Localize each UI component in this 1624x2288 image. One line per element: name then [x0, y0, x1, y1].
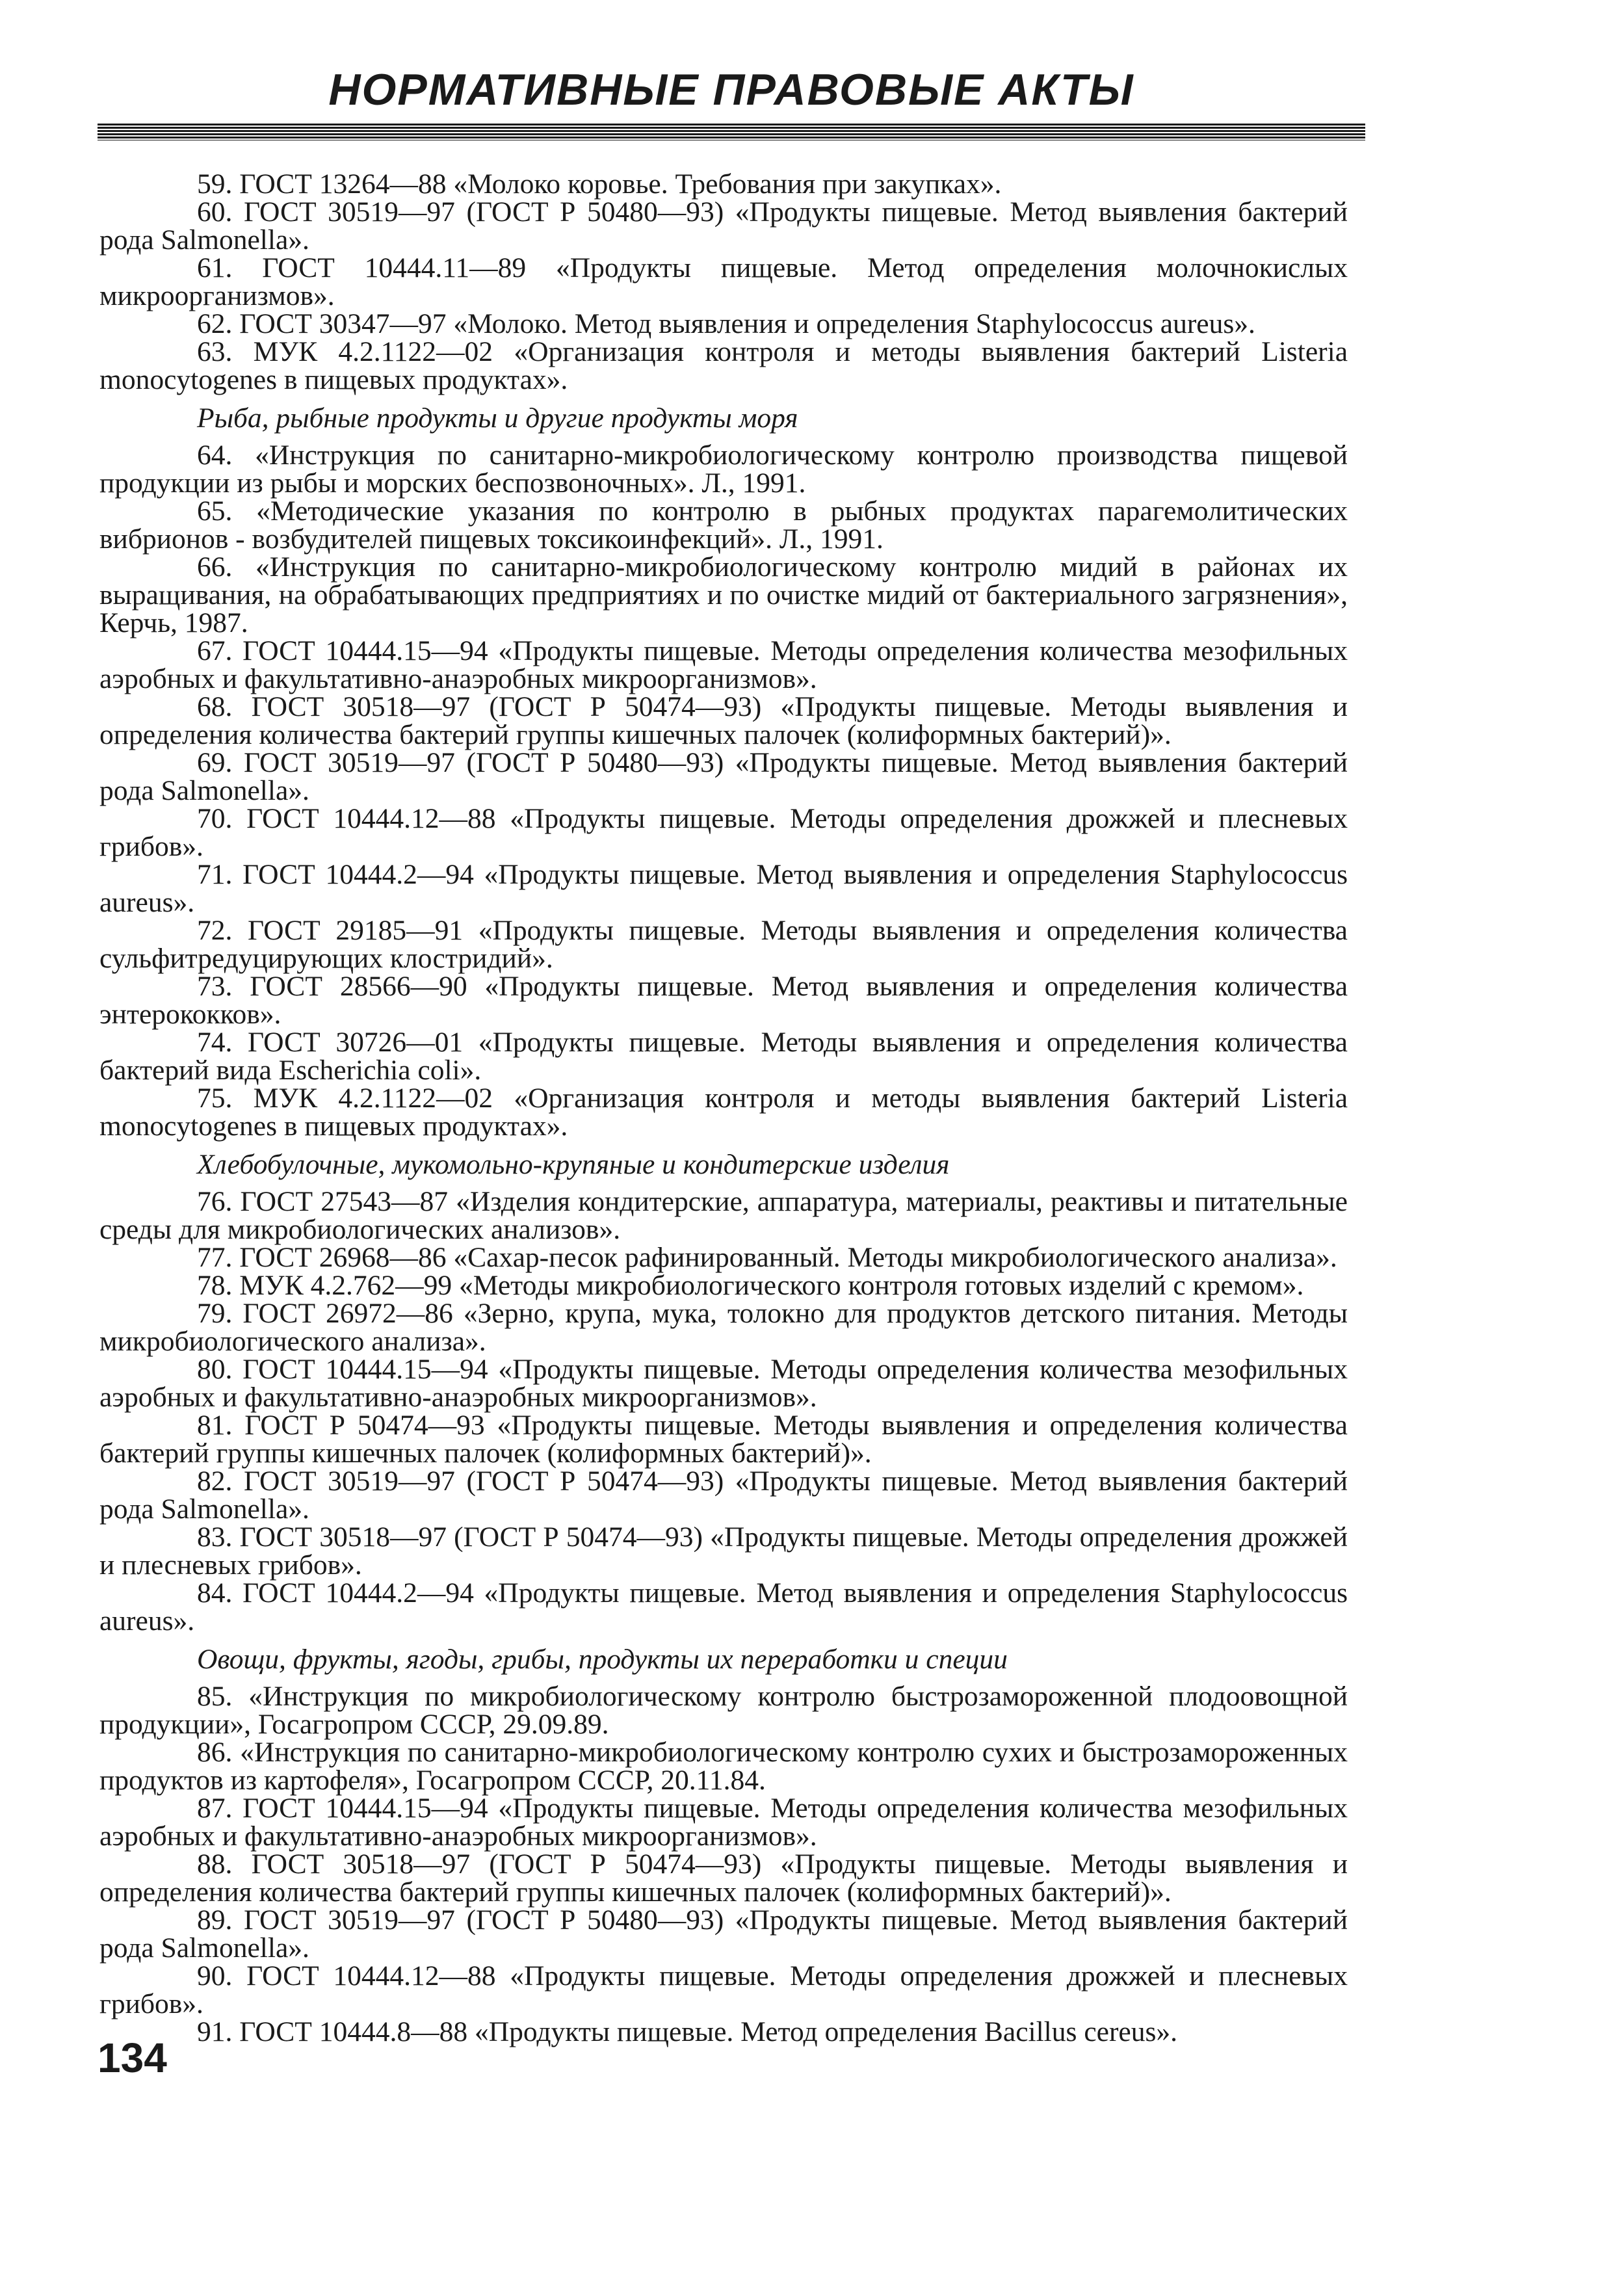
reference-entry: 86. «Инструкция по санитарно-микробиологическому контролю сухих и быстрозамороженных продуктов из картофеля», Госагропром СССР, 20.11.84. — [99, 1737, 1348, 1796]
reference-entry: 81. ГОСТ Р 50474—93 «Продукты пищевые. Методы выявления и определения количества бактерий группы кишечных палочек (колиформных бактерий)». — [99, 1410, 1348, 1469]
reference-entry: 65. «Методические указания по контролю в рыбных продуктах парагемолитических вибрионов - возбудителей пищевых токсикоинфекций». Л., 1991. — [99, 495, 1348, 555]
reference-entry: 85. «Инструкция по микробиологическому контролю быстрозамороженной плодоовощной продукции», Госагропром СССР, 29.09.89. — [99, 1681, 1348, 1740]
reference-entry: 79. ГОСТ 26972—86 «Зерно, крупа, мука, толокно для продуктов детского питания. Методы микробиологического анализа». — [99, 1298, 1348, 1357]
reference-entry: 64. «Инструкция по санитарно-микробиологическому контролю производства пищевой продукции из рыбы и морских беспозвоночных». Л., 1991. — [99, 440, 1348, 499]
section-heading: Хлебобулочные, мукомольно-крупяные и кондитерские изделия — [197, 1149, 950, 1180]
reference-entry: 68. ГОСТ 30518—97 (ГОСТ Р 50474—93) «Продукты пищевые. Методы выявления и определения количества бактерий группы кишечных палочек (колиформных бактерий)». — [99, 691, 1348, 750]
reference-entry: 88. ГОСТ 30518—97 (ГОСТ Р 50474—93) «Продукты пищевые. Методы выявления и определения количества бактерий группы кишечных палочек (колиформных бактерий)». — [99, 1848, 1348, 1908]
reference-entry: 89. ГОСТ 30519—97 (ГОСТ Р 50480—93) «Продукты пищевые. Метод выявления бактерий рода Salmonella». — [99, 1904, 1348, 1964]
page-number: 134 — [98, 2034, 167, 2081]
reference-entry: 87. ГОСТ 10444.15—94 «Продукты пищевые. Методы определения количества мезофильных аэробных и факультативно-анаэробных микроорганизмов». — [99, 1793, 1348, 1852]
reference-entry: 71. ГОСТ 10444.2—94 «Продукты пищевые. Метод выявления и определения Staphylococcus aureus». — [99, 859, 1348, 918]
reference-entry: 72. ГОСТ 29185—91 «Продукты пищевые. Методы выявления и определения количества сульфитредуцирующих клостридий». — [99, 915, 1348, 974]
page-title: НОРМАТИВНЫЕ ПРАВОВЫЕ АКТЫ — [328, 65, 1134, 114]
reference-entry: 77. ГОСТ 26968—86 «Сахар-песок рафинированный. Методы микробиологического анализа». — [197, 1242, 1337, 1273]
reference-entry: 74. ГОСТ 30726—01 «Продукты пищевые. Методы выявления и определения количества бактерий вида Escherichia coli». — [99, 1027, 1348, 1086]
reference-entry: 63. МУК 4.2.1122—02 «Организация контроля и методы выявления бактерий Listeria monocytogenes в пищевых продуктах». — [99, 336, 1348, 395]
reference-entry: 90. ГОСТ 10444.12—88 «Продукты пищевые. Методы определения дрожжей и плесневых грибов». — [99, 1960, 1348, 2019]
reference-entry: 70. ГОСТ 10444.12—88 «Продукты пищевые. Методы определения дрожжей и плесневых грибов». — [99, 803, 1348, 862]
reference-entry: 91. ГОСТ 10444.8—88 «Продукты пищевые. Метод определения Bacillus cereus». — [197, 2016, 1178, 2047]
reference-entry: 73. ГОСТ 28566—90 «Продукты пищевые. Метод выявления и определения количества энтерококков». — [99, 971, 1348, 1030]
reference-entry: 83. ГОСТ 30518—97 (ГОСТ Р 50474—93) «Продукты пищевые. Методы определения дрожжей и плесневых грибов». — [99, 1521, 1348, 1581]
reference-entry: 62. ГОСТ 30347—97 «Молоко. Метод выявления и определения Staphylococcus aureus». — [197, 308, 1255, 339]
reference-entry: 69. ГОСТ 30519—97 (ГОСТ Р 50480—93) «Продукты пищевые. Метод выявления бактерий рода Salmonella». — [99, 747, 1348, 806]
reference-entry: 66. «Инструкция по санитарно-микробиологическому контролю мидий в районах их выращивания, на обрабатывающих предприятиях и по очистке мидий от бактериального загрязнения», Керчь, 1987. — [99, 551, 1348, 638]
reference-entry: 78. МУК 4.2.762—99 «Методы микробиологического контроля готовых изделий с кремом». — [197, 1270, 1304, 1301]
reference-entry: 80. ГОСТ 10444.15—94 «Продукты пищевые. Методы определения количества мезофильных аэробных и факультативно-анаэробных микроорганизмов». — [99, 1354, 1348, 1413]
document-body — [99, 170, 1348, 2046]
reference-entry: 84. ГОСТ 10444.2—94 «Продукты пищевые. Метод выявления и определения Staphylococcus aureus». — [99, 1577, 1348, 1637]
section-heading: Овощи, фрукты, ягоды, грибы, продукты их переработки и специи — [197, 1644, 1008, 1675]
reference-entry: 60. ГОСТ 30519—97 (ГОСТ Р 50480—93) «Продукты пищевые. Метод выявления бактерий рода Salmonella». — [99, 196, 1348, 256]
reference-entry: 67. ГОСТ 10444.15—94 «Продукты пищевые. Методы определения количества мезофильных аэробных и факультативно-анаэробных микроорганизмов». — [99, 635, 1348, 694]
reference-entry: 75. МУК 4.2.1122—02 «Организация контроля и методы выявления бактерий Listeria monocytogenes в пищевых продуктах». — [99, 1083, 1348, 1142]
section-heading: Рыба, рыбные продукты и другие продукты моря — [197, 402, 798, 434]
reference-entry: 76. ГОСТ 27543—87 «Изделия кондитерские, аппаратура, материалы, реактивы и питательные среды для микробиологических анализов». — [99, 1186, 1348, 1245]
page-header — [98, 62, 1365, 140]
reference-entry: 61. ГОСТ 10444.11—89 «Продукты пищевые. Метод определения молочнокислых микроорганизмов». — [99, 252, 1348, 311]
reference-entry: 82. ГОСТ 30519—97 (ГОСТ Р 50474—93) «Продукты пищевые. Метод выявления бактерий рода Salmonella». — [99, 1466, 1348, 1525]
reference-entry: 59. ГОСТ 13264—88 «Молоко коровье. Требования при закупках». — [197, 168, 1002, 200]
header-rule — [98, 124, 1365, 140]
